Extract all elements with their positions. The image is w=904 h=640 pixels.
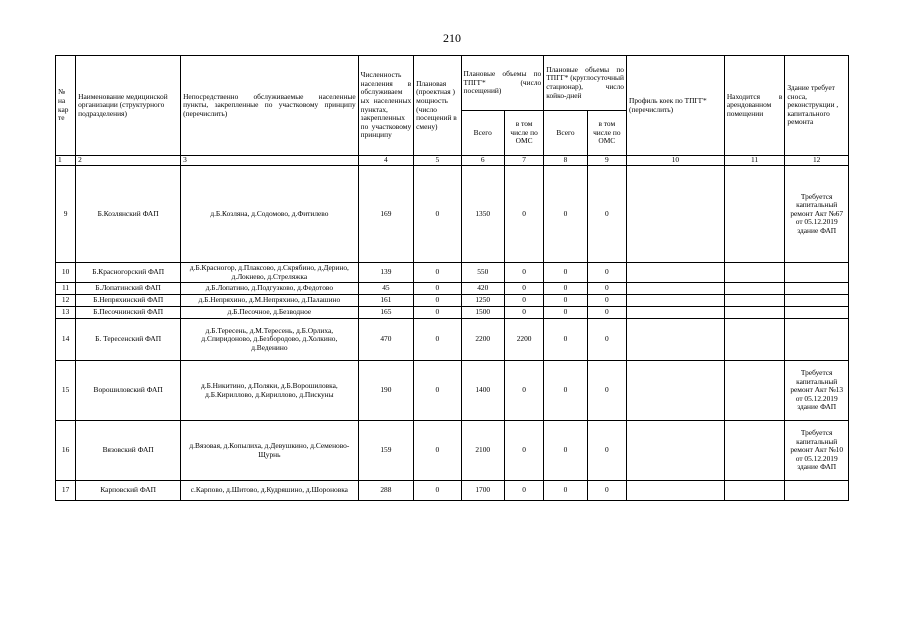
- facilities-table: [55, 55, 849, 501]
- population: 139: [358, 263, 413, 283]
- bed-profile: [626, 295, 724, 307]
- settlements: с.Карпово, д.Шитово, д.Кудряшино, д.Шороновка: [181, 481, 359, 501]
- table-row: [56, 421, 849, 481]
- population: 161: [358, 295, 413, 307]
- building-repair: [785, 307, 849, 319]
- table-row: [56, 319, 849, 361]
- row-number: 9: [56, 166, 76, 263]
- visits-oms: 0: [504, 283, 543, 295]
- settlements: д.Б.Песочное, д.Безводное: [181, 307, 359, 319]
- capacity: 0: [414, 166, 461, 263]
- building-repair: Требуется капитальный ремонт Акт №67 от 05.12.2019 здание ФАП: [785, 166, 849, 263]
- header-row-number: № на кар те: [56, 56, 76, 156]
- header-beds-oms: в том числе по ОМС: [587, 111, 626, 156]
- header-building-repair: Здание требует сноса, реконструкции , капитального ремонта: [785, 56, 849, 156]
- capacity: 0: [414, 295, 461, 307]
- visits-total: 1500: [461, 307, 504, 319]
- settlements: д.Б.Никитино, д.Поляки, д.Б.Ворошиловка, д.Б.Кириллово, д.Кириллово, д.Пискуны: [181, 361, 359, 421]
- rented-premises: [724, 361, 785, 421]
- capacity: 0: [414, 263, 461, 283]
- column-number: 10: [626, 156, 724, 166]
- rented-premises: [724, 283, 785, 295]
- building-repair: Требуется капитальный ремонт Акт №13 от 05.12.2019 здание ФАП: [785, 361, 849, 421]
- settlements: д.Б.Лопатино, д.Подгузково, д.Федотово: [181, 283, 359, 295]
- building-repair: [785, 283, 849, 295]
- population: 165: [358, 307, 413, 319]
- capacity: 0: [414, 319, 461, 361]
- beds-total: 0: [544, 307, 587, 319]
- column-number: 11: [724, 156, 785, 166]
- table-row: [56, 283, 849, 295]
- row-number: 17: [56, 481, 76, 501]
- settlements: д.Б.Красногор, д.Плаксово, д.Скрябино, д.Дерино, д.Локнево, д.Стреляжка: [181, 263, 359, 283]
- beds-oms: 0: [587, 166, 626, 263]
- row-number: 16: [56, 421, 76, 481]
- building-repair: [785, 319, 849, 361]
- visits-oms: 0: [504, 361, 543, 421]
- bed-profile: [626, 421, 724, 481]
- bed-profile: [626, 319, 724, 361]
- settlements: д.Вязовая, д.Копылиха, д.Девушкино, д.Семеново-Щурнь: [181, 421, 359, 481]
- beds-oms: 0: [587, 319, 626, 361]
- population: 169: [358, 166, 413, 263]
- header-planned-bed-days: Плановые объемы по ТПГГ* (круглосуточный стационар), число койко-дней: [544, 56, 627, 111]
- organization-name: Б.Непряхинский ФАП: [76, 295, 181, 307]
- organization-name: Б.Песочнинский ФАП: [76, 307, 181, 319]
- table-row: [56, 361, 849, 421]
- organization-name: Б.Красногорский ФАП: [76, 263, 181, 283]
- population: 470: [358, 319, 413, 361]
- organization-name: Б.Козлянский ФАП: [76, 166, 181, 263]
- organization-name: Вязовский ФАП: [76, 421, 181, 481]
- capacity: 0: [414, 361, 461, 421]
- population: 288: [358, 481, 413, 501]
- column-number: 4: [358, 156, 413, 166]
- beds-total: 0: [544, 481, 587, 501]
- organization-name: Б.Лопатинский ФАП: [76, 283, 181, 295]
- visits-total: 1350: [461, 166, 504, 263]
- beds-oms: 0: [587, 263, 626, 283]
- rented-premises: [724, 481, 785, 501]
- header-capacity: Плановая (проектная ) мощность (число посещений в смену): [414, 56, 461, 156]
- table-row: [56, 263, 849, 283]
- rented-premises: [724, 295, 785, 307]
- building-repair: [785, 481, 849, 501]
- visits-oms: 0: [504, 295, 543, 307]
- header-planned-visits: Плановые объемы по ТПГГ* (число посещений): [461, 56, 544, 111]
- table-row: [56, 481, 849, 501]
- organization-name: Б. Тересенский ФАП: [76, 319, 181, 361]
- capacity: 0: [414, 283, 461, 295]
- rented-premises: [724, 421, 785, 481]
- visits-oms: 0: [504, 481, 543, 501]
- visits-total: 2200: [461, 319, 504, 361]
- beds-oms: 0: [587, 481, 626, 501]
- rented-premises: [724, 319, 785, 361]
- row-number: 10: [56, 263, 76, 283]
- rented-premises: [724, 166, 785, 263]
- column-number: 1: [56, 156, 76, 166]
- settlements: д.Б.Козляна, д.Содомово, д.Фитилево: [181, 166, 359, 263]
- row-number: 13: [56, 307, 76, 319]
- header-bed-profile: Профиль коек по ТПГГ* (перечислить): [626, 56, 724, 156]
- bed-profile: [626, 263, 724, 283]
- header-population: Численность населения в обслуживаем ых населенных пунктах, закрепленных по участковому принципу: [358, 56, 413, 156]
- visits-oms: 2200: [504, 319, 543, 361]
- row-number: 12: [56, 295, 76, 307]
- column-number: 2: [76, 156, 181, 166]
- visits-total: 1700: [461, 481, 504, 501]
- header-settlements: Непосредственно обслуживаемые населенные пункты, закрепленные по участковому принципу (перечислить): [181, 56, 359, 156]
- beds-oms: 0: [587, 307, 626, 319]
- visits-total: 2100: [461, 421, 504, 481]
- visits-total: 550: [461, 263, 504, 283]
- column-number: 12: [785, 156, 849, 166]
- table-header: [56, 56, 849, 166]
- bed-profile: [626, 283, 724, 295]
- building-repair: [785, 263, 849, 283]
- beds-total: 0: [544, 166, 587, 263]
- visits-total: 1250: [461, 295, 504, 307]
- column-number: 6: [461, 156, 504, 166]
- column-number-row: [56, 156, 849, 166]
- beds-total: 0: [544, 361, 587, 421]
- visits-oms: 0: [504, 421, 543, 481]
- population: 45: [358, 283, 413, 295]
- beds-oms: 0: [587, 283, 626, 295]
- header-rented-premises: Находится в арендованном помещении: [724, 56, 785, 156]
- visits-oms: 0: [504, 307, 543, 319]
- beds-oms: 0: [587, 421, 626, 481]
- table-row: [56, 166, 849, 263]
- beds-total: 0: [544, 295, 587, 307]
- capacity: 0: [414, 421, 461, 481]
- population: 159: [358, 421, 413, 481]
- beds-total: 0: [544, 319, 587, 361]
- beds-total: 0: [544, 263, 587, 283]
- page-number: 210: [443, 31, 461, 45]
- bed-profile: [626, 361, 724, 421]
- table-body: [56, 166, 849, 501]
- beds-total: 0: [544, 283, 587, 295]
- header-beds-total: Всего: [544, 111, 587, 156]
- column-number: 5: [414, 156, 461, 166]
- header-visits-oms: в том числе по ОМС: [504, 111, 543, 156]
- column-number: 9: [587, 156, 626, 166]
- visits-total: 1400: [461, 361, 504, 421]
- settlements: д.Б.Непряхино, д.М.Непряхино, д.Палашино: [181, 295, 359, 307]
- table-row: [56, 295, 849, 307]
- header-visits-total: Всего: [461, 111, 504, 156]
- column-number: 3: [181, 156, 359, 166]
- bed-profile: [626, 166, 724, 263]
- column-number: 8: [544, 156, 587, 166]
- table-row: [56, 307, 849, 319]
- beds-oms: 0: [587, 295, 626, 307]
- row-number: 15: [56, 361, 76, 421]
- row-number: 14: [56, 319, 76, 361]
- settlements: д.Б.Тересень, д.М.Тересень, д.Б.Орлиха, д.Спиридоново, д.Безбородово, д.Холкино, д.Веденино: [181, 319, 359, 361]
- beds-total: 0: [544, 421, 587, 481]
- building-repair: Требуется капитальный ремонт Акт №10 от 05.12.2019 здание ФАП: [785, 421, 849, 481]
- bed-profile: [626, 481, 724, 501]
- header-organization: Наименование медицинской организации (структурного подразделения): [76, 56, 181, 156]
- organization-name: Карповский ФАП: [76, 481, 181, 501]
- rented-premises: [724, 263, 785, 283]
- row-number: 11: [56, 283, 76, 295]
- bed-profile: [626, 307, 724, 319]
- capacity: 0: [414, 481, 461, 501]
- capacity: 0: [414, 307, 461, 319]
- visits-oms: 0: [504, 166, 543, 263]
- beds-oms: 0: [587, 361, 626, 421]
- building-repair: [785, 295, 849, 307]
- population: 190: [358, 361, 413, 421]
- column-number: 7: [504, 156, 543, 166]
- rented-premises: [724, 307, 785, 319]
- organization-name: Ворошиловский ФАП: [76, 361, 181, 421]
- visits-total: 420: [461, 283, 504, 295]
- visits-oms: 0: [504, 263, 543, 283]
